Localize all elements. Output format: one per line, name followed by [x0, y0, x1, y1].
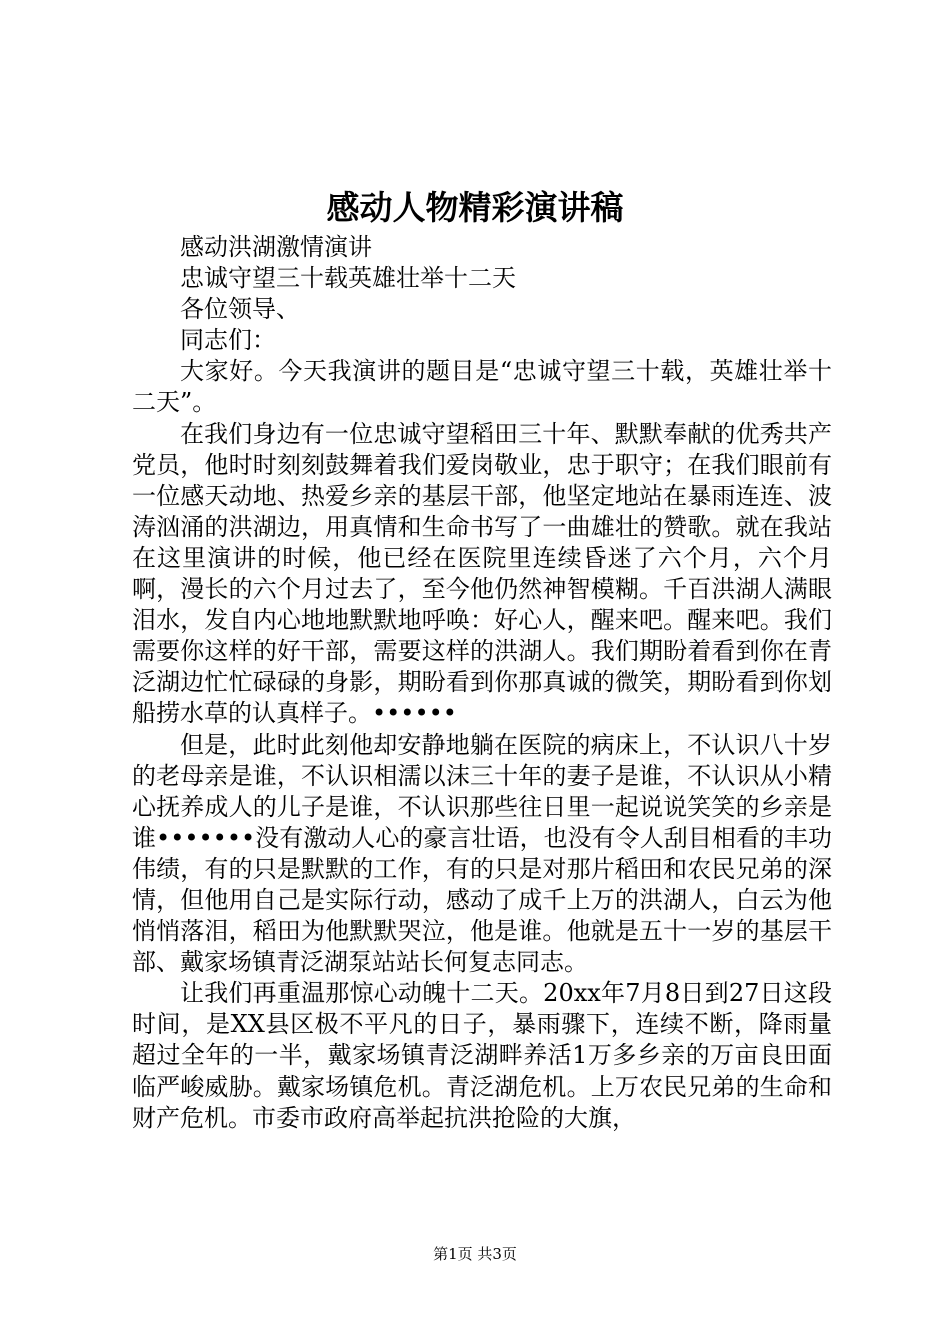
paragraph-salutation-1: 各位领导、: [180, 295, 300, 324]
paragraph-salutation-2: 同志们：: [180, 326, 276, 355]
document-title: 感动人物精彩演讲稿: [326, 188, 624, 227]
page-footer: 第1页 共3页: [433, 1245, 517, 1263]
paragraph-body-1: 在我们身边有一位忠诚守望稻田三十年、默默奉献的优秀共产党员，他时时刻刻鼓舞着我们爱岗敬业，忠于职守；在我们眼前有一位感天动地、热爱乡亲的基层干部，他坚定地站在暴雨连连、波涛汹涌的洪湖边，用真情和生命书写了一曲雄壮的赞歌。就在我站在这里演讲的时候，他已经在医院里连续昏迷了六个月，六个月啊，漫长的六个月过去了，至今他仍然神智模糊。千百洪湖人满眼泪水，发自内心地地默默地呼唤：好心人，醒来吧。醒来吧。我们需要你这样的好干部，需要这样的洪湖人。我们期盼着看到你在青泛湖边忙忙碌碌的身影，期盼看到你那真诚的微笑，期盼看到你划船捞水草的认真样子。••••••: [132, 419, 832, 728]
paragraph-subtitle: 感动洪湖激情演讲: [180, 233, 372, 261]
paragraph-intro: 大家好。今天我演讲的题目是“忠诚守望三十载，英雄壮举十二天”。: [132, 357, 832, 417]
paragraph-heading: 忠诚守望三十载英雄壮举十二天: [180, 264, 516, 293]
paragraph-body-2: 但是，此时此刻他却安静地躺在医院的病床上，不认识八十岁的老母亲是谁，不认识相濡以沫三十年的妻子是谁，不认识从小精心抚养成人的儿子是谁，不认识那些往日里一起说说笑笑的乡亲是谁•••••••没有激动人心的豪言壮语，也没有令人刮目相看的丰功伟绩，有的只是默默的工作，有的只是对那片稻田和农民兄弟的深情，但他用自己是实际行动，感动了成千上万的洪湖人，白云为他悄悄落泪，稻田为他默默哭泣，他是谁。他就是五十一岁的基层干部、戴家场镇青泛湖泵站站长何复志同志。: [132, 730, 832, 977]
paragraph-body-3: 让我们再重温那惊心动魄十二天。20xx年7月8日到27日这段时间，是XX县区极不平凡的日子，暴雨骤下，连续不断，降雨量超过全年的一半，戴家场镇青泛湖畔养活1万多乡亲的万亩良田面临严峻威胁。戴家场镇危机。青泛湖危机。上万农民兄弟的生命和财产危机。市委市政府高举起抗洪抢险的大旗，: [132, 979, 832, 1132]
document-body: [132, 232, 832, 1134]
